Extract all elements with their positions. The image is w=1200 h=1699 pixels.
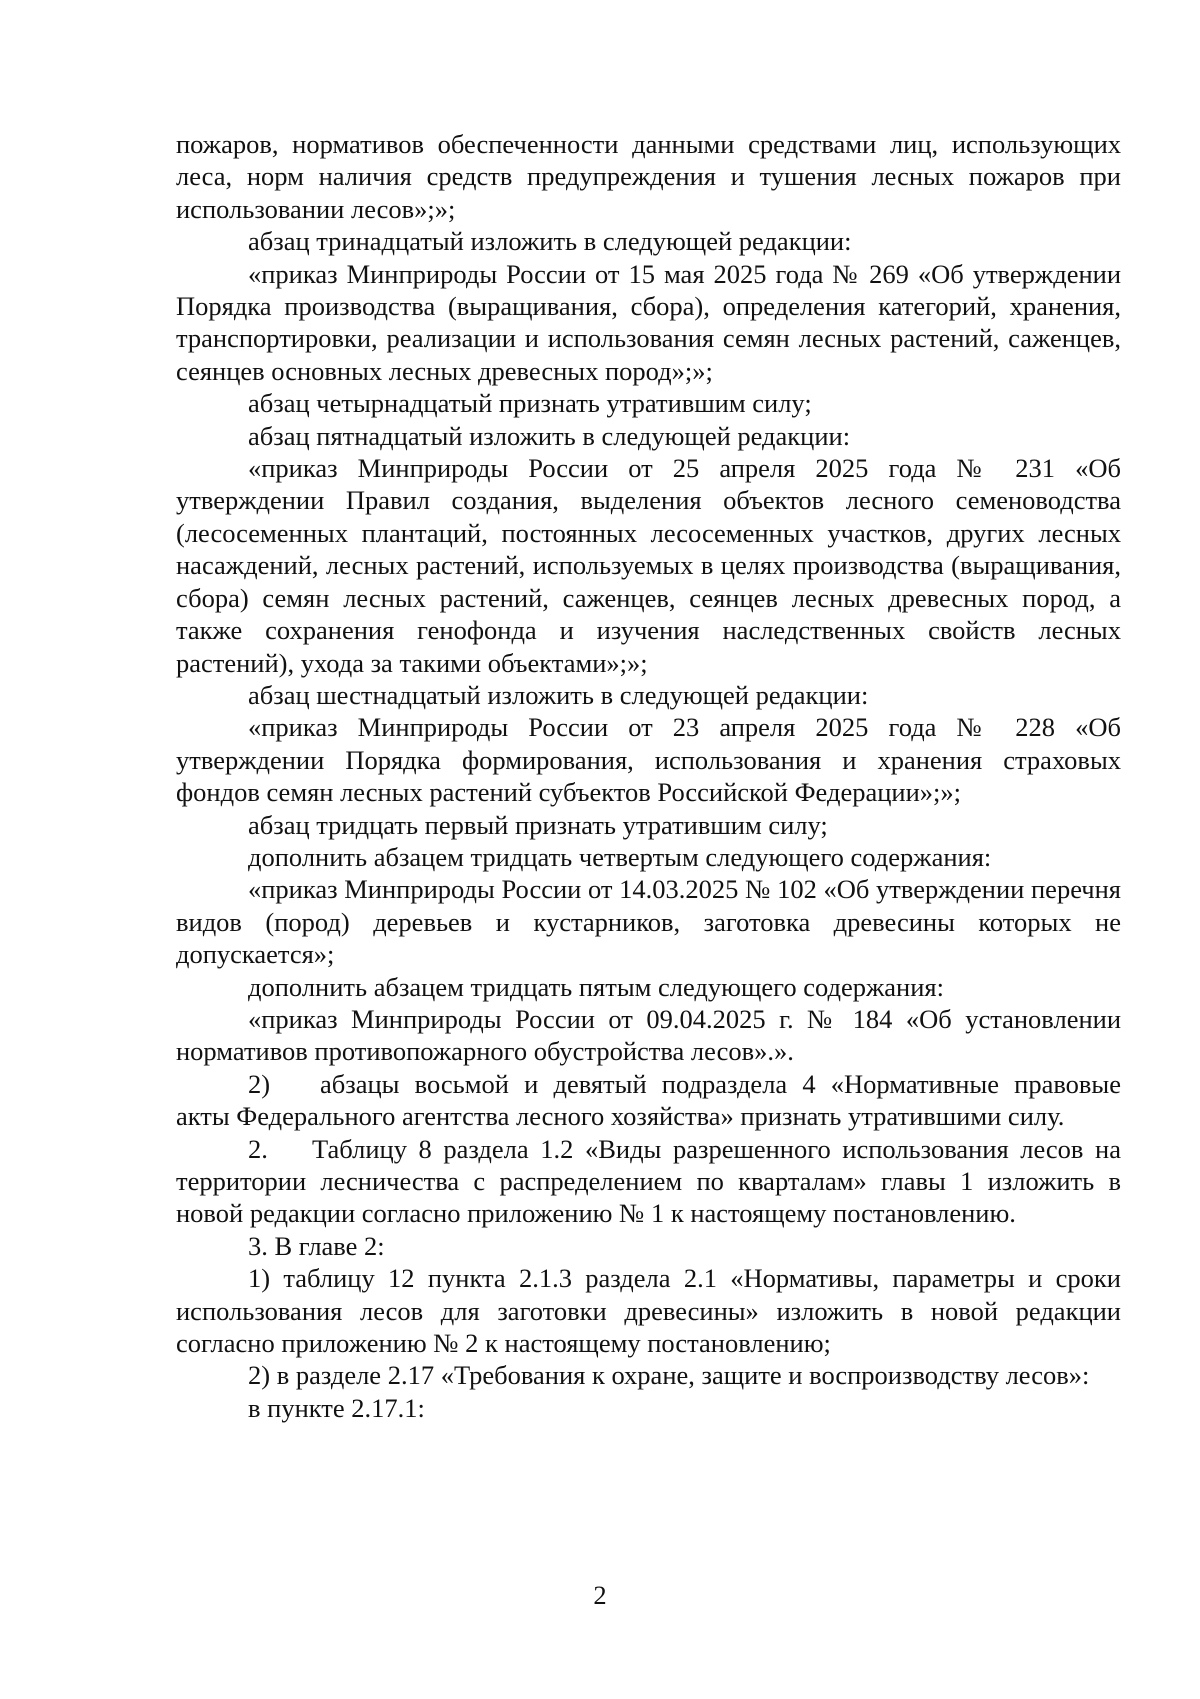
paragraph: 3. В главе 2: xyxy=(248,1230,385,1261)
paragraph: дополнить абзацем тридцать пятым следующего содержания: xyxy=(248,971,944,1002)
paragraph: дополнить абзацем тридцать четвертым следующего содержания: xyxy=(248,841,992,872)
paragraph: «приказ Минприроды России от 15 мая 2025 года № 269 «Об утверждении Порядка производства (выращивания, сбора), определения категорий, хранения, транспортировки, реализации и использования семян лесных растений, саженцев, сеянцев основных лесных древесных пород»;»; xyxy=(176,258,1121,386)
paragraph: абзац шестнадцатый изложить в следующей редакции: xyxy=(248,679,869,710)
item-text: абзацы восьмой и девятый подраздела 4 «Нормативные правовые акты Федерального агентства лесного хозяйства» признать утратившими силу. xyxy=(176,1068,1121,1132)
numbered-paragraph xyxy=(176,1068,1121,1133)
paragraph-continuation: пожаров, нормативов обеспеченности данными средствами лиц, использующих леса, норм наличия средств предупреждения и тушения лесных пожаров при использовании лесов»;»; xyxy=(176,129,1121,224)
document-body xyxy=(176,128,1121,1424)
paragraph: «приказ Минприроды России от 25 апреля 2025 года № 231 «Об утверждении Правил создания, выделения объектов лесного семеноводства (лесосеменных плантаций, постоянных лесосеменных участков, других лесных насаждений, лесных растений, используемых в целях производства (выращивания, сбора) семян лесных растений, саженцев, сеянцев лесных древесных пород, а также сохранения генофонда и изучения наследственных свойств лесных растений), ухода за такими объектами»;»; xyxy=(176,453,1121,678)
paragraph: «приказ Минприроды России от 23 апреля 2025 года № 228 «Об утверждении Порядка формирования, использования и хранения страховых фондов семян лесных растений субъектов Российской Федерации»;»; xyxy=(176,712,1121,808)
item-number: 2) xyxy=(248,1068,271,1099)
paragraph: абзац пятнадцатый изложить в следующей редакции: xyxy=(248,420,851,451)
paragraph: абзац тринадцатый изложить в следующей редакции: xyxy=(248,226,852,257)
paragraph: «приказ Минприроды России от 09.04.2025 г. № 184 «Об установлении нормативов противопожарного обустройства лесов».». xyxy=(176,1003,1121,1067)
paragraph: в пункте 2.17.1: xyxy=(248,1392,425,1423)
paragraph: абзац тридцать первый признать утратившим силу; xyxy=(248,809,828,840)
item-text: Таблицу 8 раздела 1.2 «Виды разрешенного использования лесов на территории лесничества с распределением по кварталам» главы 1 изложить в новой редакции согласно приложению № 1 к настоящему постановлению. xyxy=(176,1133,1121,1229)
paragraph: абзац четырнадцатый признать утратившим силу; xyxy=(248,388,812,419)
paragraph: 2) в разделе 2.17 «Требования к охране, защите и воспроизводству лесов»: xyxy=(248,1360,1090,1391)
item-number: 2. xyxy=(248,1133,268,1164)
numbered-paragraph xyxy=(176,1133,1121,1230)
page-number: 2 xyxy=(593,1580,607,1610)
paragraph: «приказ Минприроды России от 14.03.2025 № 102 «Об утверждении перечня видов (пород) деревьев и кустарников, заготовка древесины которых не допускается»; xyxy=(176,874,1121,970)
paragraph: 1) таблицу 12 пункта 2.1.3 раздела 2.1 «Нормативы, параметры и сроки использования лесов для заготовки древесины» изложить в новой редакции согласно приложению № 2 к настоящему постановлению; xyxy=(176,1263,1121,1359)
